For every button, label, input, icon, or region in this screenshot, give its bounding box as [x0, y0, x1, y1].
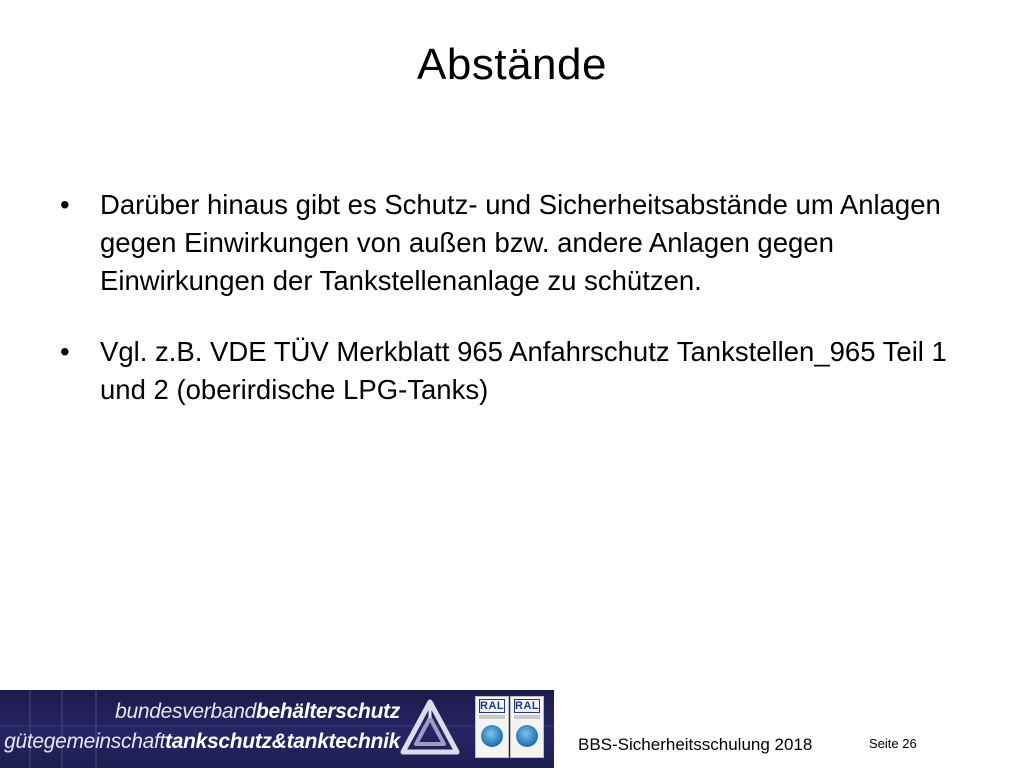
slide-title: Abstände [417, 40, 607, 89]
ral-subline [514, 715, 540, 719]
bullet-marker: • [60, 336, 70, 367]
footer-event-name: BBS-Sicherheitsschulung 2018 [578, 735, 813, 754]
org-emphasis: behälterschutz [256, 700, 400, 723]
page-number: Seite 26 [869, 736, 917, 751]
bullet-list [58, 186, 958, 409]
bullet-item [58, 186, 958, 300]
ral-quality-seal-icon [510, 696, 544, 758]
org-prefix: gütegemeinschaft [4, 730, 166, 753]
organization-name-line1 [0, 700, 400, 724]
footer-organization-banner [0, 690, 554, 768]
org-emphasis: tankschutz&tanktechnik [165, 730, 400, 753]
ral-subline [479, 715, 505, 719]
organization-name-line2 [0, 730, 400, 754]
ral-label: RAL [480, 700, 505, 712]
ral-seal-circle [516, 725, 538, 747]
bullet-item [58, 333, 958, 409]
triangular-link-logo-icon [397, 696, 463, 762]
ral-quality-seal-icon [475, 696, 509, 758]
ral-seal-circle [481, 725, 503, 747]
bullet-marker: • [60, 189, 70, 220]
ral-label: RAL [515, 700, 540, 712]
bullet-text: Vgl. z.B. VDE TÜV Merkblatt 965 Anfahrschutz Tankstellen_965 Teil 1 und 2 (oberirdische LPG-Tanks) [100, 336, 947, 405]
org-prefix: bundesverband [115, 700, 256, 723]
bullet-text: Darüber hinaus gibt es Schutz- und Sicherheitsabstände um Anlagen gegen Einwirkungen von außen bzw. andere Anlagen gegen Einwirkungen der Tankstellenanlage zu schützen. [100, 189, 941, 296]
